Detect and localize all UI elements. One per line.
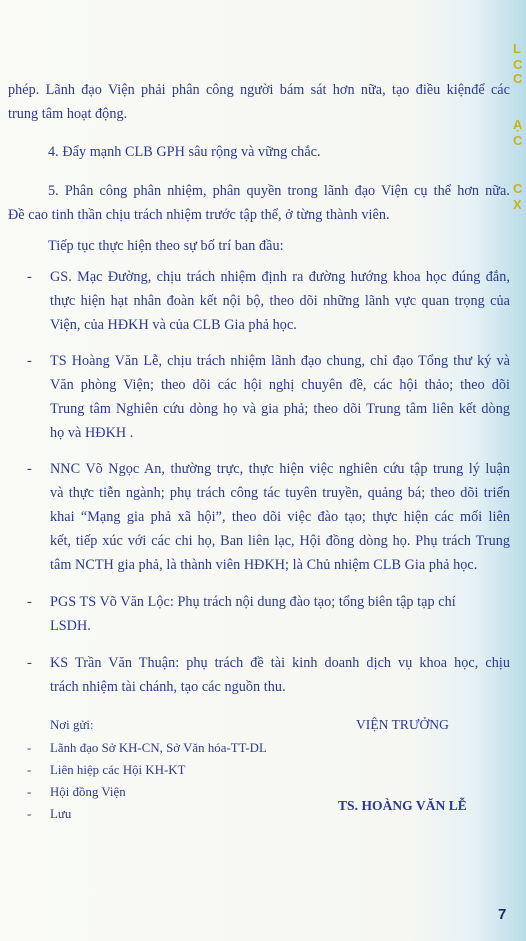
list-dash: -	[27, 785, 32, 799]
assignment-intro: Tiếp tục thực hiện theo sự bố trí ban đầu:	[48, 238, 284, 254]
numbered-item-4: 4. Đẩy mạnh CLB GPH sâu rộng và vững chắc.	[48, 144, 321, 160]
recipient-item: Lãnh đạo Sở KH-CN, Sở Văn hóa-TT-DL	[50, 741, 267, 755]
edge-mark: C	[513, 133, 523, 148]
assignment-line: TS Hoàng Văn Lễ, chịu trách nhiệm lãnh đạo chung, chỉ đạo Tổng thư ký và	[50, 353, 510, 369]
list-dash: -	[27, 594, 32, 610]
edge-mark: C	[513, 181, 523, 196]
assignment-line: trách nhiệm tài chánh, tạo các nguồn thu.	[50, 679, 286, 695]
assignment-line: thực hiện hạt nhân đoàn kết nội bộ, theo dõi những lãnh vực quan trọng của	[50, 293, 510, 309]
paragraph-line: trung tâm hoạt động.	[8, 106, 128, 122]
edge-mark: X	[513, 197, 522, 212]
edge-mark: Ạ	[513, 117, 523, 132]
assignment-line: LSDH.	[50, 618, 91, 634]
list-dash: -	[27, 807, 32, 821]
assignment-line: và thực tiễn ngành; phụ trách công tác tuyên truyền, quảng bá; theo dõi triển	[50, 485, 510, 501]
page-number: 7	[498, 906, 507, 923]
assignment-line: họ và HĐKH .	[50, 425, 134, 441]
assignment-line: KS Trần Văn Thuận: phụ trách đề tài kinh doanh dịch vụ khoa học, chịu	[50, 655, 510, 671]
list-dash: -	[27, 763, 32, 777]
assignment-line: Viện, của HĐKH và của CLB Gia phả học.	[50, 317, 297, 333]
paragraph-line: phép. Lãnh đạo Viện phải phân công người bám sát hơn nữa, tạo điều kiệnđể các	[8, 82, 510, 98]
list-dash: -	[27, 741, 32, 755]
recipients-heading: Nơi gửi:	[50, 718, 94, 732]
list-dash: -	[27, 461, 32, 477]
recipient-item: Lưu	[50, 807, 72, 821]
recipient-item: Hội đồng Viện	[50, 785, 126, 799]
paragraph-line: Đề cao tinh thần chịu trách nhiệm trước tập thể, ở từng thành viên.	[8, 207, 390, 223]
assignment-line: NNC Võ Ngọc An, thường trực, thực hiện việc nghiên cứu tập trung lý luận	[50, 461, 510, 477]
paragraph-line: 5. Phân công phân nhiệm, phân quyền trong lãnh đạo Viện cụ thể hơn nữa.	[48, 183, 510, 199]
assignment-line: Văn phòng Viện; theo dõi các hội nghị chuyên đề, các hội thảo; theo dõi	[50, 377, 510, 393]
edge-mark: C	[513, 71, 523, 86]
list-dash: -	[27, 269, 32, 285]
assignment-line: tâm NCTH gia phả, là thành viên HĐKH; là Chủ nhiệm CLB Gia phả học.	[50, 557, 478, 573]
edge-mark: L	[513, 41, 521, 56]
edge-mark: C	[513, 57, 523, 72]
assignment-line: kết, tiếp xúc với các chi họ, Ban liên lạc, Hội đồng dòng họ. Phụ trách Trung	[50, 533, 510, 549]
assignment-line: khai “Mạng gia phả xã hội”, theo dõi việc đào tạo; thực hiện các mối liên	[50, 509, 510, 525]
assignment-line: Trung tâm Nghiên cứu dòng họ và gia phả; theo dõi Trung tâm liên kết dòng	[50, 401, 510, 417]
signature-title: VIỆN TRƯỞNG	[356, 717, 449, 732]
recipient-item: Liên hiệp các Hội KH-KT	[50, 763, 186, 777]
list-dash: -	[27, 655, 32, 671]
assignment-line: PGS TS Võ Văn Lộc: Phụ trách nội dung đào tạo; tổng biên tập tạp chí	[50, 594, 456, 610]
assignment-line: GS. Mạc Đường, chịu trách nhiệm định ra đường hướng khoa học đúng đắn,	[50, 269, 510, 285]
list-dash: -	[27, 353, 32, 369]
signature-name: TS. HOÀNG VĂN LỄ	[338, 798, 467, 813]
